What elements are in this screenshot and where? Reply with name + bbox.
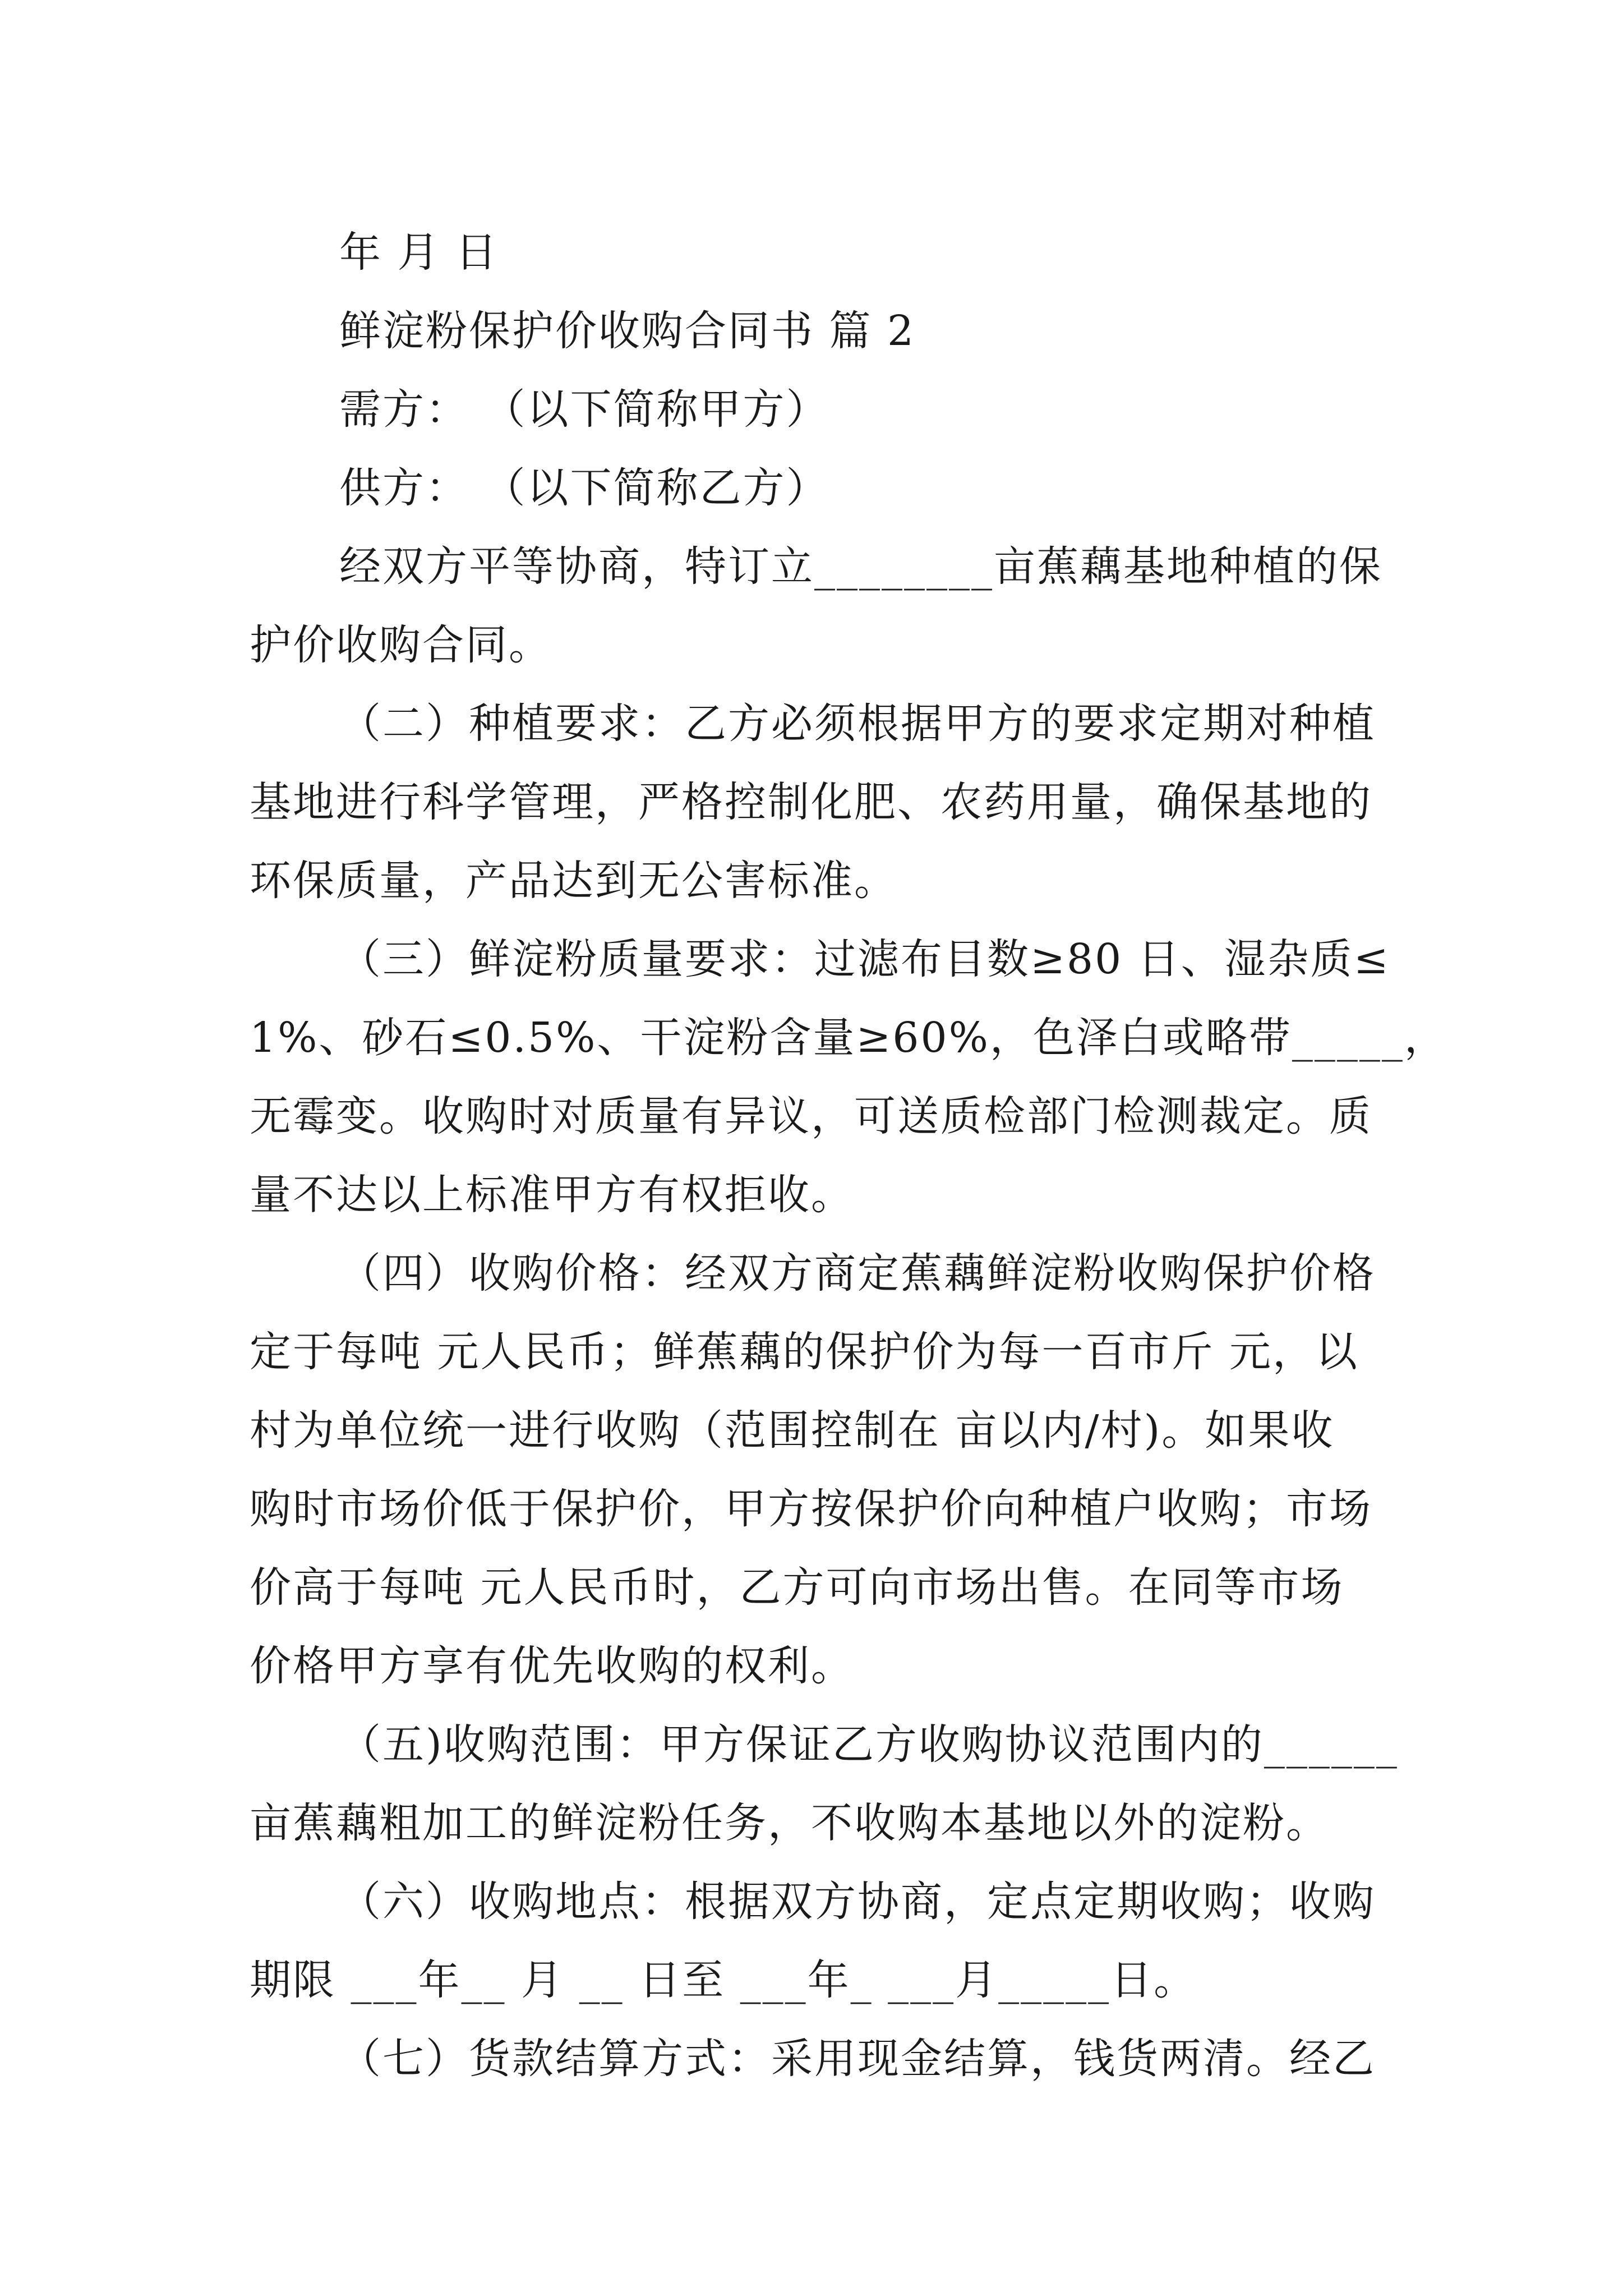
paragraph-line: 环保质量，产品达到无公害标准。 [250,857,897,905]
paragraph-line: 亩蕉藕粗加工的鲜淀粉任务，不收购本基地以外的淀粉。 [250,1799,1329,1847]
paragraph-line: 量不达以上标准甲方有权拒收。 [250,1171,854,1219]
paragraph-line: 1%、砂石≤0.5%、干淀粉含量≥60%，色泽白或略带_____， [250,1014,1447,1062]
paragraph-line: 护价收购合同。 [250,621,552,669]
paragraph-line: 购时市场价低于保护价，甲方按保护价向种植户收购；市场 [250,1485,1372,1533]
paragraph-line: 价高于每吨 元人民币时，乙方可向市场出售。在同等市场 [250,1563,1344,1612]
paragraph-purchase-price [250,1234,1388,1705]
seller-line: 供方： （以下简称乙方） [339,464,829,512]
buyer-line: 需方： （以下简称甲方） [339,385,829,434]
paragraph-line: 期限 ___年__ 月 __ 日至 ___年_ ___月_____日。 [250,1956,1197,2004]
paragraph-line: 无霉变。收购时对质量有异议，可送质检部门检测裁定。质 [250,1092,1372,1140]
paragraph-line: （二）种植要求：乙方必须根据甲方的要求定期对种植 [339,700,1376,748]
paragraph-line: 价格甲方享有优先收购的权利。 [250,1642,854,1690]
date-line: 年 月 日 [339,228,499,277]
paragraph-intro [250,527,1388,684]
paragraph-payment-settlement [250,2019,1388,2098]
paragraph-line: （五)收购范围：甲方保证乙方收购协议范围内的______ [339,1720,1399,1769]
paragraph-line: （七）货款结算方式：采用现金结算，钱货两清。经乙 [339,2035,1376,2083]
paragraph-quality-requirements [250,920,1447,1234]
paragraph-line: 经双方平等协商，特订立________亩蕉藕基地种植的保 [339,542,1382,591]
paragraph-line: （六）收购地点：根据双方协商，定点定期收购；收购 [339,1878,1376,1926]
paragraph-purchase-scope [250,1705,1399,1862]
paragraph-planting-requirements [250,684,1388,920]
paragraph-line: 定于每吨 元人民币；鲜蕉藕的保护价为每一百市斤 元，以 [250,1328,1359,1376]
paragraph-line: 基地进行科学管理，严格控制化肥、农药用量，确保基地的 [250,778,1372,826]
section-title: 鲜淀粉保护价收购合同书 篇 2 [339,307,916,355]
paragraph-line: （四）收购价格：经双方商定蕉藕鲜淀粉收购保护价格 [339,1249,1376,1297]
paragraph-line: 村为单位统一进行收购（范围控制在 亩以内/村)。如果收 [250,1406,1335,1455]
paragraph-purchase-location [250,1862,1388,2019]
document-body [250,213,1447,2098]
paragraph-line: （三）鲜淀粉质量要求：过滤布目数≥80 日、湿杂质≤ [339,935,1390,983]
